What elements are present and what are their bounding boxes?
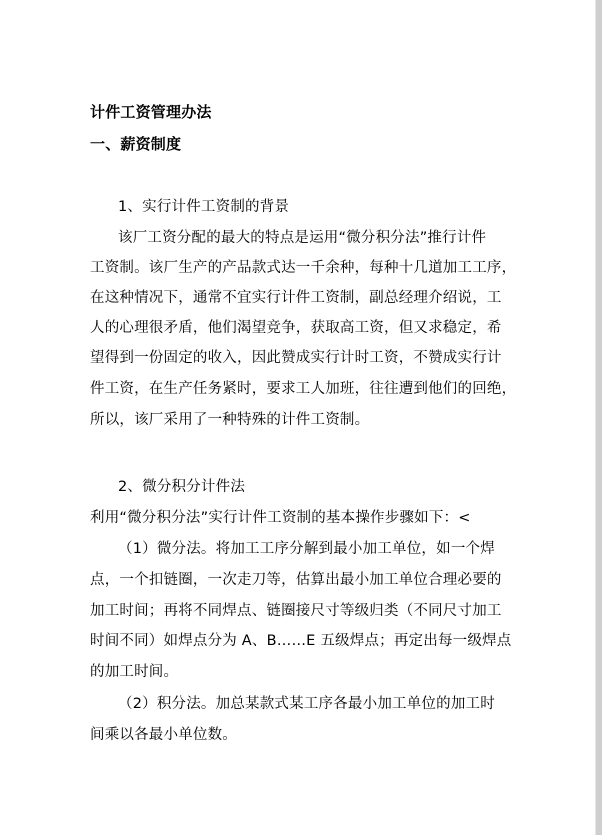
vertical-scrollbar[interactable]: [595, 0, 602, 835]
section-heading: 一、薪资制度: [90, 135, 182, 153]
paragraph-line: 间乘以各最小单位数。: [90, 727, 237, 743]
paragraph-line: 在这种情况下，通常不宜实行计件工资制，副总经理介绍说，工: [90, 290, 502, 306]
paragraph-line: 加工时间；再将不同焊点、链圈接尺寸等级归类（不同尺寸加工: [90, 603, 502, 619]
paragraph-line: 的加工时间。: [90, 664, 179, 680]
paragraph-line: 时间不同）如焊点分为 A、B……E 五级焊点；再定出每一级焊点: [90, 633, 512, 649]
document-title: 计件工资管理办法: [90, 103, 212, 121]
paragraph-line: 所以，该厂采用了一种特殊的计件工资制。: [90, 412, 370, 428]
subsection-heading: 1、实行计件工资制的背景: [118, 199, 290, 215]
subsection-heading: 2、微分积分计件法: [118, 479, 246, 495]
paragraph-line: 人的心理很矛盾，他们渴望竞争，获取高工资，但又求稳定，希: [90, 320, 502, 336]
paragraph-line: 望得到一份固定的收入，因此赞成实行计时工资，不赞成实行计: [90, 350, 502, 366]
paragraph-line: 利用“微分积分法”实行计件工资制的基本操作步骤如下：<: [90, 510, 471, 526]
paragraph-line: 工资制。该厂生产的产品款式达一千余种，每种十几道加工工序，: [90, 260, 517, 276]
paragraph-line: （2）积分法。加总某款式某工序各最小加工单位的加工时: [118, 696, 495, 712]
paragraph-line: 点，一个扣链圈，一次走刀等，估算出最小加工单位合理必要的: [90, 572, 502, 588]
paragraph-line: （1）微分法。将加工工序分解到最小加工单位，如一个焊: [118, 541, 495, 557]
paragraph-line: 件工资，在生产任务紧时，要求工人加班，往往遭到他们的回绝，: [90, 381, 517, 397]
paragraph-line: 该厂工资分配的最大的特点是运用“微分积分法”推行计件: [118, 230, 487, 246]
